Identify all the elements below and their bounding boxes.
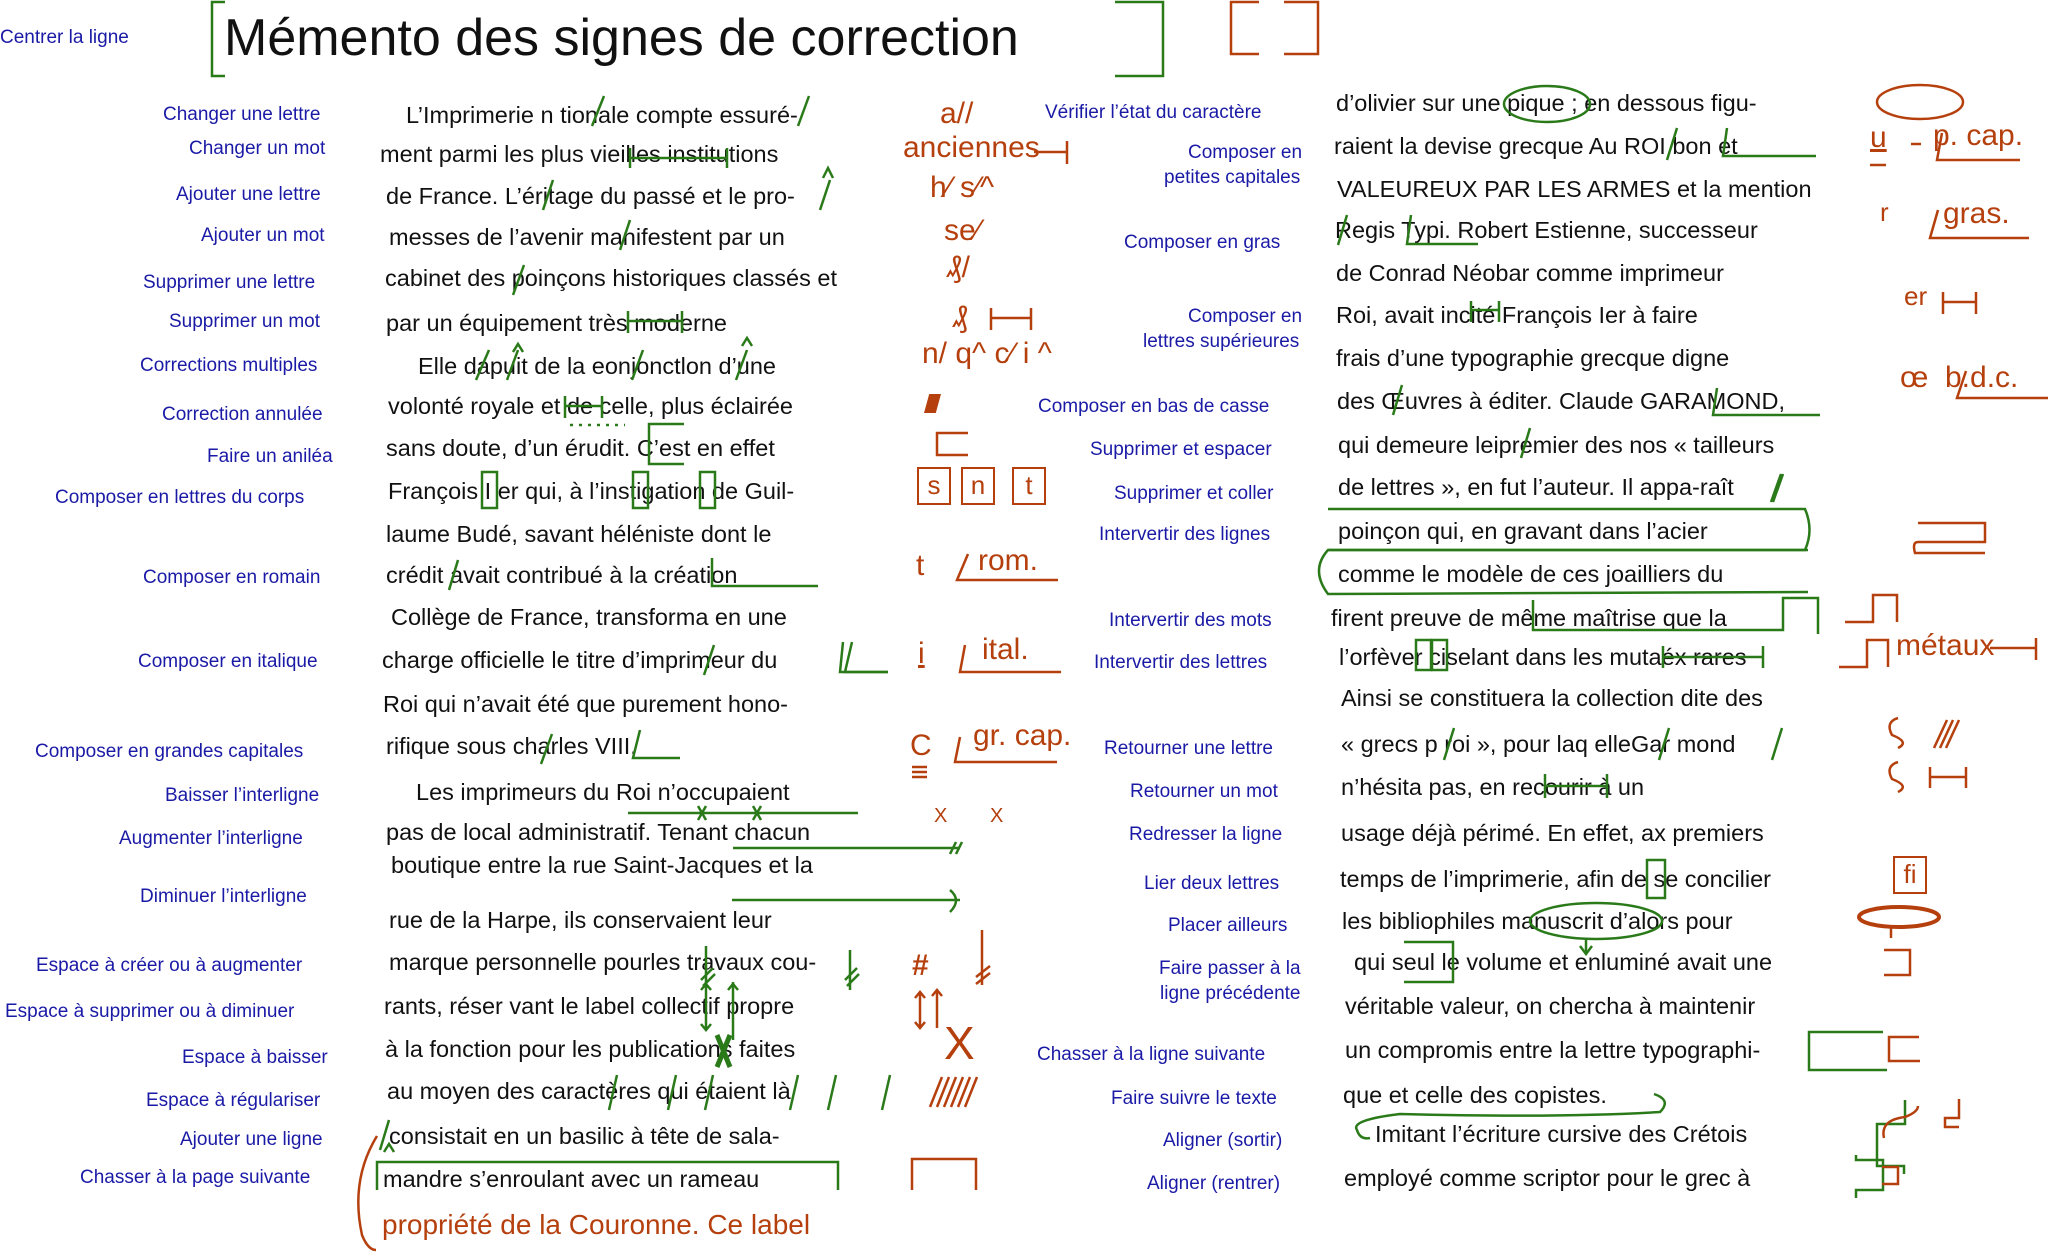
label: Supprimer une lettre [143,272,316,293]
text-line: Regis Typi. Robert Estienne, successeur [1335,217,1758,243]
label: Faire suivre le texte [1111,1088,1277,1109]
text-line: crédit avait contribué à la création [386,562,738,588]
label: Changer une lettre [163,104,321,125]
label: Composer en romain [143,567,321,588]
text-line: rue de la Harpe, ils conservaient leur [389,907,772,933]
box-s: s [917,467,951,505]
text-line: firent preuve de même maîtrise que la [1331,605,1727,631]
text-line: charge officielle le titre d’imprimeur du [382,647,778,673]
text-line: « grecs p roi », pour laq elleGar mond [1341,731,1736,757]
text-line: que et celle des copistes. [1343,1082,1607,1108]
label: Chasser à la page suivante [80,1167,311,1188]
label: Composer en grandes capitales [35,741,304,762]
label: ligne précédente [1160,983,1301,1004]
label-centrer-la-ligne: Centrer la ligne [0,27,129,48]
label: Composer en [1188,306,1303,327]
text-line: par un équipement très moderne [386,310,727,336]
text-line: L’Imprimerie n tionale compte essuré- [406,102,798,128]
mark-anciennes: anciennes [903,131,1040,164]
text-line: Elle dapuit de la eonjonctlon d’une [418,353,776,379]
label: Espace à baisser [182,1047,328,1068]
text-line: pas de local administratif. Tenant chacun [386,819,811,845]
text-line: les bibliophiles manuscrit d’alors pour [1342,908,1733,934]
text-line: n’hésita pas, en recourir à un [1341,774,1645,800]
text-line: raient la devise grecque Au ROI bon et [1334,133,1738,159]
label: Diminuer l’interligne [140,886,307,907]
text-line: de Conrad Néobar comme imprimeur [1336,260,1724,286]
text-line: d’olivier sur une pique ; en dessous figu- [1336,90,1757,116]
label: Intervertir des mots [1109,610,1272,631]
label: Intervertir des lignes [1099,524,1271,545]
label: Lier deux lettres [1144,873,1280,894]
mark-ital-letter: i [918,637,925,670]
label: Aligner (sortir) [1163,1130,1283,1151]
text-line: rifique sous charles VIII. [386,733,637,759]
mark-delete-letter: ₰/ [946,251,970,284]
mark-cancel: ///////// [924,389,936,419]
mark-grcap-letter: C [910,729,932,762]
label: Augmenter l’interligne [119,828,303,849]
text-line: Les imprimeurs du Roi n’occupaient [416,779,790,805]
label: Retourner une lettre [1104,738,1273,759]
mark-gras-letter: r [1880,197,1889,227]
mark-ital: ital. [982,633,1029,666]
text-line: de France. L’éritage du passé et le pro- [386,183,795,209]
label: lettres supérieures [1143,331,1300,352]
label: Intervertir des lettres [1094,652,1268,673]
mark-multiple: n/ q^ c⁄ i ^ [922,337,1052,370]
mark-metaux: métaux [1896,629,1995,662]
mark-er: er [1904,281,1928,311]
label: Baisser l’interligne [165,785,320,806]
text-line: temps de l’imprimerie, afin de se concilier [1340,866,1771,892]
text-line: boutique entre la rue Saint-Jacques et la [391,852,813,878]
text-line: frais d’une typographie grecque digne [1336,345,1730,371]
label: Composer en lettres du corps [55,487,305,508]
label: Redresser la ligne [1129,824,1283,845]
box-n: n [961,467,995,505]
text-line-moved: propriété de la Couronne. Ce label [382,1209,811,1240]
label: Corrections multiples [140,355,318,376]
text-line: Roi, avait incité François Ier à faire [1336,302,1698,328]
text-line: ment parmi les plus vieilles institutions [380,141,779,167]
text-line: employé comme scriptor pour le grec à [1344,1165,1751,1191]
text-line: consistait en un basilic à tête de sala- [389,1123,780,1149]
text-line: Ainsi se constituera la collection dite des [1341,685,1763,711]
text-line: véritable valeur, on chercha à maintenir [1345,993,1756,1019]
mark-grcap: gr. cap. [973,719,1072,752]
mark-hash: # [912,949,929,982]
mark-rom-letter: t [916,549,925,582]
text-line: poinçon qui, en gravant dans l’acier [1338,518,1708,544]
text-line: des Œuvres à éditer. Claude GARAMOND, [1337,388,1785,414]
text-line: VALEUREUX PAR LES ARMES et la mention [1337,176,1812,202]
label: Aligner (rentrer) [1147,1173,1281,1194]
text-line: sans doute, d’un érudit. C’est en effet [386,435,775,461]
label: Correction annulée [162,404,323,425]
box-t: t [1012,467,1046,505]
text-line: Imitant l’écriture cursive des Crétois [1375,1121,1748,1147]
label: Faire passer à la [1159,958,1301,979]
page-title: Mémento des signes de correction [224,9,1019,67]
mark-x2: X [990,805,1004,827]
label: Espace à régulariser [146,1090,321,1111]
text-line: marque personnelle pourles travaux cou- [389,949,817,975]
mark-a: a// [940,97,974,130]
label: Retourner un mot [1130,781,1278,802]
label: petites capitales [1164,167,1301,188]
label: Espace à créer ou à augmenter [36,955,303,976]
label: Composer en italique [138,651,318,672]
mark-h-s: h⁄ s⁄^ [930,171,995,204]
mark-bdc-letter: œ [1900,361,1929,394]
text-line: l’orfèver ciselant dans les mutaéx rares [1339,644,1747,670]
text-line: François I er qui, à l’instigation de Guil- [388,478,795,504]
label: Composer en [1188,142,1303,163]
text-line: cabinet des poinçons historiques classés et [385,265,837,291]
mark-x1: X [934,805,948,827]
mark-rom: rom. [978,544,1038,577]
text-line: comme le modèle de ces joailliers du [1338,561,1724,587]
label: Ajouter un mot [201,225,325,246]
text-line: usage déjà périmé. En effet, ax premiers [1341,820,1764,846]
text-line: rants, réser vant le label collectif propre [384,993,795,1019]
label: Supprimer et espacer [1090,439,1272,460]
label: Supprimer et coller [1114,483,1274,504]
mark-gras: gras. [1943,197,2010,230]
mark-bdc: b.d.c. [1945,361,2019,394]
label: Supprimer un mot [169,311,321,332]
label: Changer un mot [189,138,326,159]
label: Chasser à la ligne suivante [1037,1044,1266,1065]
text-line: de lettres », en fut l’auteur. Il appa-raît [1338,474,1734,500]
label: Faire un aniléa [207,446,333,467]
mark-delete-word: ₰ [952,301,968,334]
text-line: messes de l’avenir manifestent par un [389,224,785,250]
label: Vérifier l’état du caractère [1045,102,1262,123]
mark-fi-box: fi [1893,856,1927,894]
label: Composer en bas de casse [1038,396,1270,417]
text-line: qui demeure leipremier des nos « tailleurs [1338,432,1775,458]
label: Placer ailleurs [1168,915,1288,936]
label: Espace à supprimer ou à diminuer [5,1001,295,1022]
text-line: mandre s’enroulant avec un rameau [383,1166,760,1192]
mark-big-x: X [944,1017,975,1069]
label: Ajouter une ligne [180,1129,323,1150]
text-line: qui seul le volume et enluminé avait une [1354,949,1773,975]
text-line: laume Budé, savant héléniste dont le [386,521,772,547]
text-line: Collège de France, transforma en une [391,604,787,630]
label: Composer en gras [1124,232,1281,253]
text-line: au moyen des caractères qui étaient là [387,1078,791,1104]
text-line: volonté royale et de celle, plus éclairée [388,393,793,419]
text-line: à la fonction pour les publications faites [385,1036,796,1062]
mark-pcap: p. cap. [1933,119,2024,152]
mark-se: se⁄ [944,214,981,247]
text-line: un compromis entre la lettre typographi- [1345,1037,1761,1063]
label: Ajouter une lettre [176,184,321,205]
mark-pcap-letter: u [1870,121,1887,154]
text-line: Roi qui n’avait été que purement hono- [383,691,788,717]
